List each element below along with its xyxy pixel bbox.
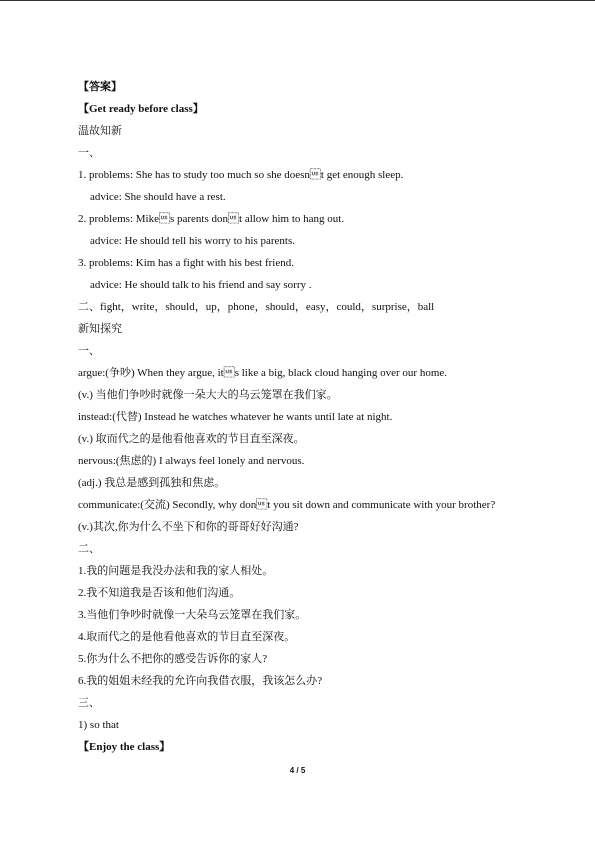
translation-item: 2.我不知道我是否该和他们沟通。 xyxy=(78,587,241,599)
translation-item: 5.你为什么不把你的感受告诉你的家人? xyxy=(78,653,268,665)
section-heading-enjoy-class: 【Enjoy the class】 xyxy=(78,741,171,753)
vocab-translation-line: (v.) 当他们争吵时就像一朵大大的乌云笼罩在我们家。 xyxy=(78,389,338,401)
vocab-translation-line: (v.) 取而代之的是他看他喜欢的节目直至深夜。 xyxy=(78,433,305,445)
vocab-example-line: communicate:(交流) Secondly, why don t you sit down and communicate with your brother? xyxy=(78,499,496,511)
section-heading-answers: 【答案】 xyxy=(78,81,122,93)
part-label: 一、 xyxy=(78,147,100,159)
vocab-translation-line: (v.)其次,你为什么不坐下和你的哥哥好好沟通? xyxy=(78,521,299,533)
header-rule xyxy=(0,0,595,1)
subheading-new-knowledge: 新知探究 xyxy=(78,323,122,335)
answer-item: 1) so that xyxy=(78,719,119,731)
problem-line: 3. problems: Kim has a fight with his best friend. xyxy=(78,257,294,269)
part-label: 二、 xyxy=(78,543,100,555)
translation-item: 1.我的问题是我没办法和我的家人相处。 xyxy=(78,565,274,577)
vocab-translation-line: (adj.) 我总是感到孤独和焦虑。 xyxy=(78,477,226,489)
part-label: 三、 xyxy=(78,697,100,709)
subheading-review: 温故知新 xyxy=(78,125,122,137)
section-heading-get-ready: 【Get ready before class】 xyxy=(78,103,204,115)
translation-item: 3.当他们争吵时就像一大朵乌云笼罩在我们家。 xyxy=(78,609,307,621)
page-number: 4 / 5 xyxy=(289,766,306,775)
problem-line: 2. problems: Mike s parents don t allow him to hang out. xyxy=(78,213,345,225)
translation-item: 6.我的姐姐未经我的允许向我借衣服，我该怎么办? xyxy=(78,675,323,687)
translation-item: 4.取而代之的是他看他喜欢的节目直至深夜。 xyxy=(78,631,296,643)
word-list-line: 二、fight，write，should，up，phone，should，easy，could，surprise，ball xyxy=(78,301,435,313)
advice-line: advice: He should tell his worry to his parents. xyxy=(90,235,295,247)
answer-body xyxy=(78,76,558,758)
advice-line: advice: He should talk to his friend and say sorry . xyxy=(90,279,312,291)
vocab-example-line: argue:(争吵) When they argue, it s like a big, black cloud hanging over our home. xyxy=(78,367,448,379)
vocab-example-line: nervous:(焦虑的) I always feel lonely and nervous. xyxy=(78,455,305,467)
part-label: 一、 xyxy=(78,345,100,357)
problem-line: 1. problems: She has to study too much so she doesn t get enough sleep. xyxy=(78,169,404,181)
advice-line: advice: She should have a rest. xyxy=(90,191,226,203)
vocab-example-line: instead:(代替) Instead he watches whatever he wants until late at night. xyxy=(78,411,393,423)
